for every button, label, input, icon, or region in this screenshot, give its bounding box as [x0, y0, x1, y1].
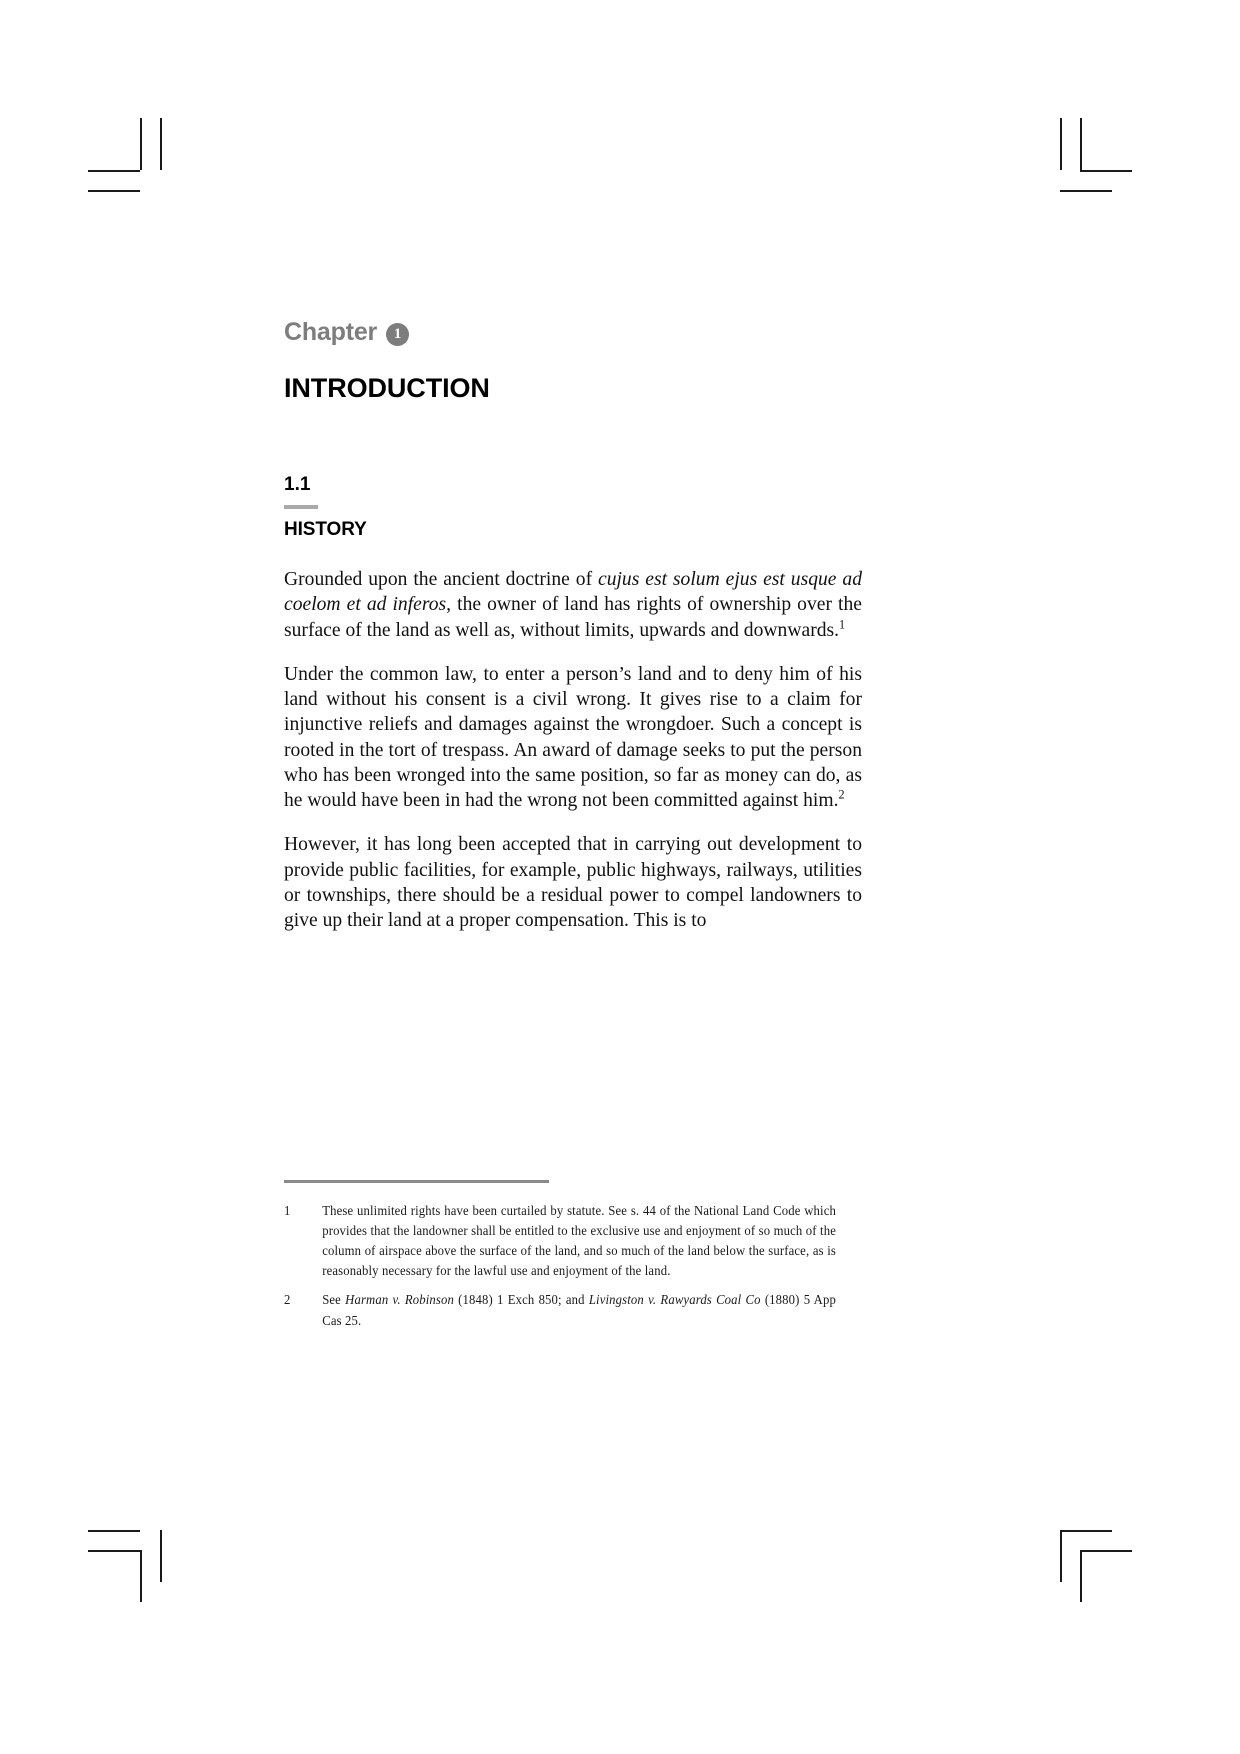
- section-divider: [284, 505, 318, 509]
- chapter-number-badge: 1: [386, 323, 409, 346]
- body-paragraph-2: [284, 662, 862, 814]
- section-title: HISTORY: [284, 519, 367, 540]
- page-content: [284, 318, 862, 933]
- crop-mark-bottom-left: [88, 1530, 208, 1630]
- paragraph-3-text: However, it has long been accepted that in carrying out development to provide public facilities, for example, public highways, railways, utilities or townships, there should be a residual power to compel landowners to give up their land at a proper compensation. This is to: [284, 834, 862, 932]
- footnote-2-segment-2: (1848) 1 Exch 850; and: [453, 1292, 589, 1308]
- crop-mark-bottom-right: [1032, 1530, 1152, 1630]
- footnote-2-segment-1: See: [322, 1292, 346, 1308]
- footnote-item: [284, 1290, 836, 1330]
- footnote-ref-2[interactable]: 2: [838, 787, 845, 802]
- chapter-header: [284, 318, 862, 347]
- body-paragraph-3: [284, 832, 862, 933]
- paragraph-1-segment-2: the owner of land has rights of ownership over the surface of the land as well as, without limits, upwards and downwards.: [284, 594, 862, 641]
- paragraph-1-segment-1: Grounded upon the ancient doctrine of: [284, 569, 598, 590]
- footnote-2-case-name-2: Livingston v. Rawyards Coal Co: [588, 1292, 761, 1308]
- paragraph-1-latin-phrase: cujus est solum ejus est usque ad coelom et ad inferos,: [284, 569, 862, 616]
- body-paragraph-1: [284, 567, 862, 643]
- footnote-text: [322, 1201, 836, 1282]
- footnote-number: 1: [284, 1202, 291, 1218]
- footnote-section: [284, 1180, 862, 1340]
- footnote-text: [322, 1290, 836, 1330]
- footnote-2-case-name-1: Harman v. Robinson: [345, 1292, 454, 1308]
- footnote-number: 2: [284, 1292, 291, 1308]
- crop-mark-top-left: [88, 118, 208, 218]
- page-title: INTRODUCTION: [284, 373, 490, 403]
- paragraph-2-text: Under the common law, to enter a person’s land and to deny him of his land without his consent is a civil wrong. It gives rise to a claim for injunctive reliefs and damages against the wrongdoer. Such a concept is rooted in the tort of trespass. An award of damage seeks to put the person who has been wronged into the same position, so far as money can do, as he would have been in had the wrong not been committed against him.: [284, 663, 862, 812]
- footnote-item: [284, 1201, 836, 1282]
- footnote-1-segment-1: These unlimited rights have been curtailed by statute. See s. 44 of the National Land Code which provides that the landowner shall be entitled to the exclusive use and enjoyment of so much of the column of airspace above the surface of the land, and so much of the land below the surface, as is reasonably necessary for the lawful use and enjoyment of the land.: [322, 1202, 836, 1279]
- footnote-divider: [284, 1180, 549, 1183]
- chapter-label: Chapter: [284, 318, 378, 346]
- crop-mark-top-right: [1032, 118, 1152, 218]
- footnote-2-segment-3: (1880) 5 App Cas 25.: [322, 1292, 836, 1328]
- footnote-ref-1[interactable]: 1: [839, 617, 846, 631]
- section-number: 1.1: [284, 474, 311, 495]
